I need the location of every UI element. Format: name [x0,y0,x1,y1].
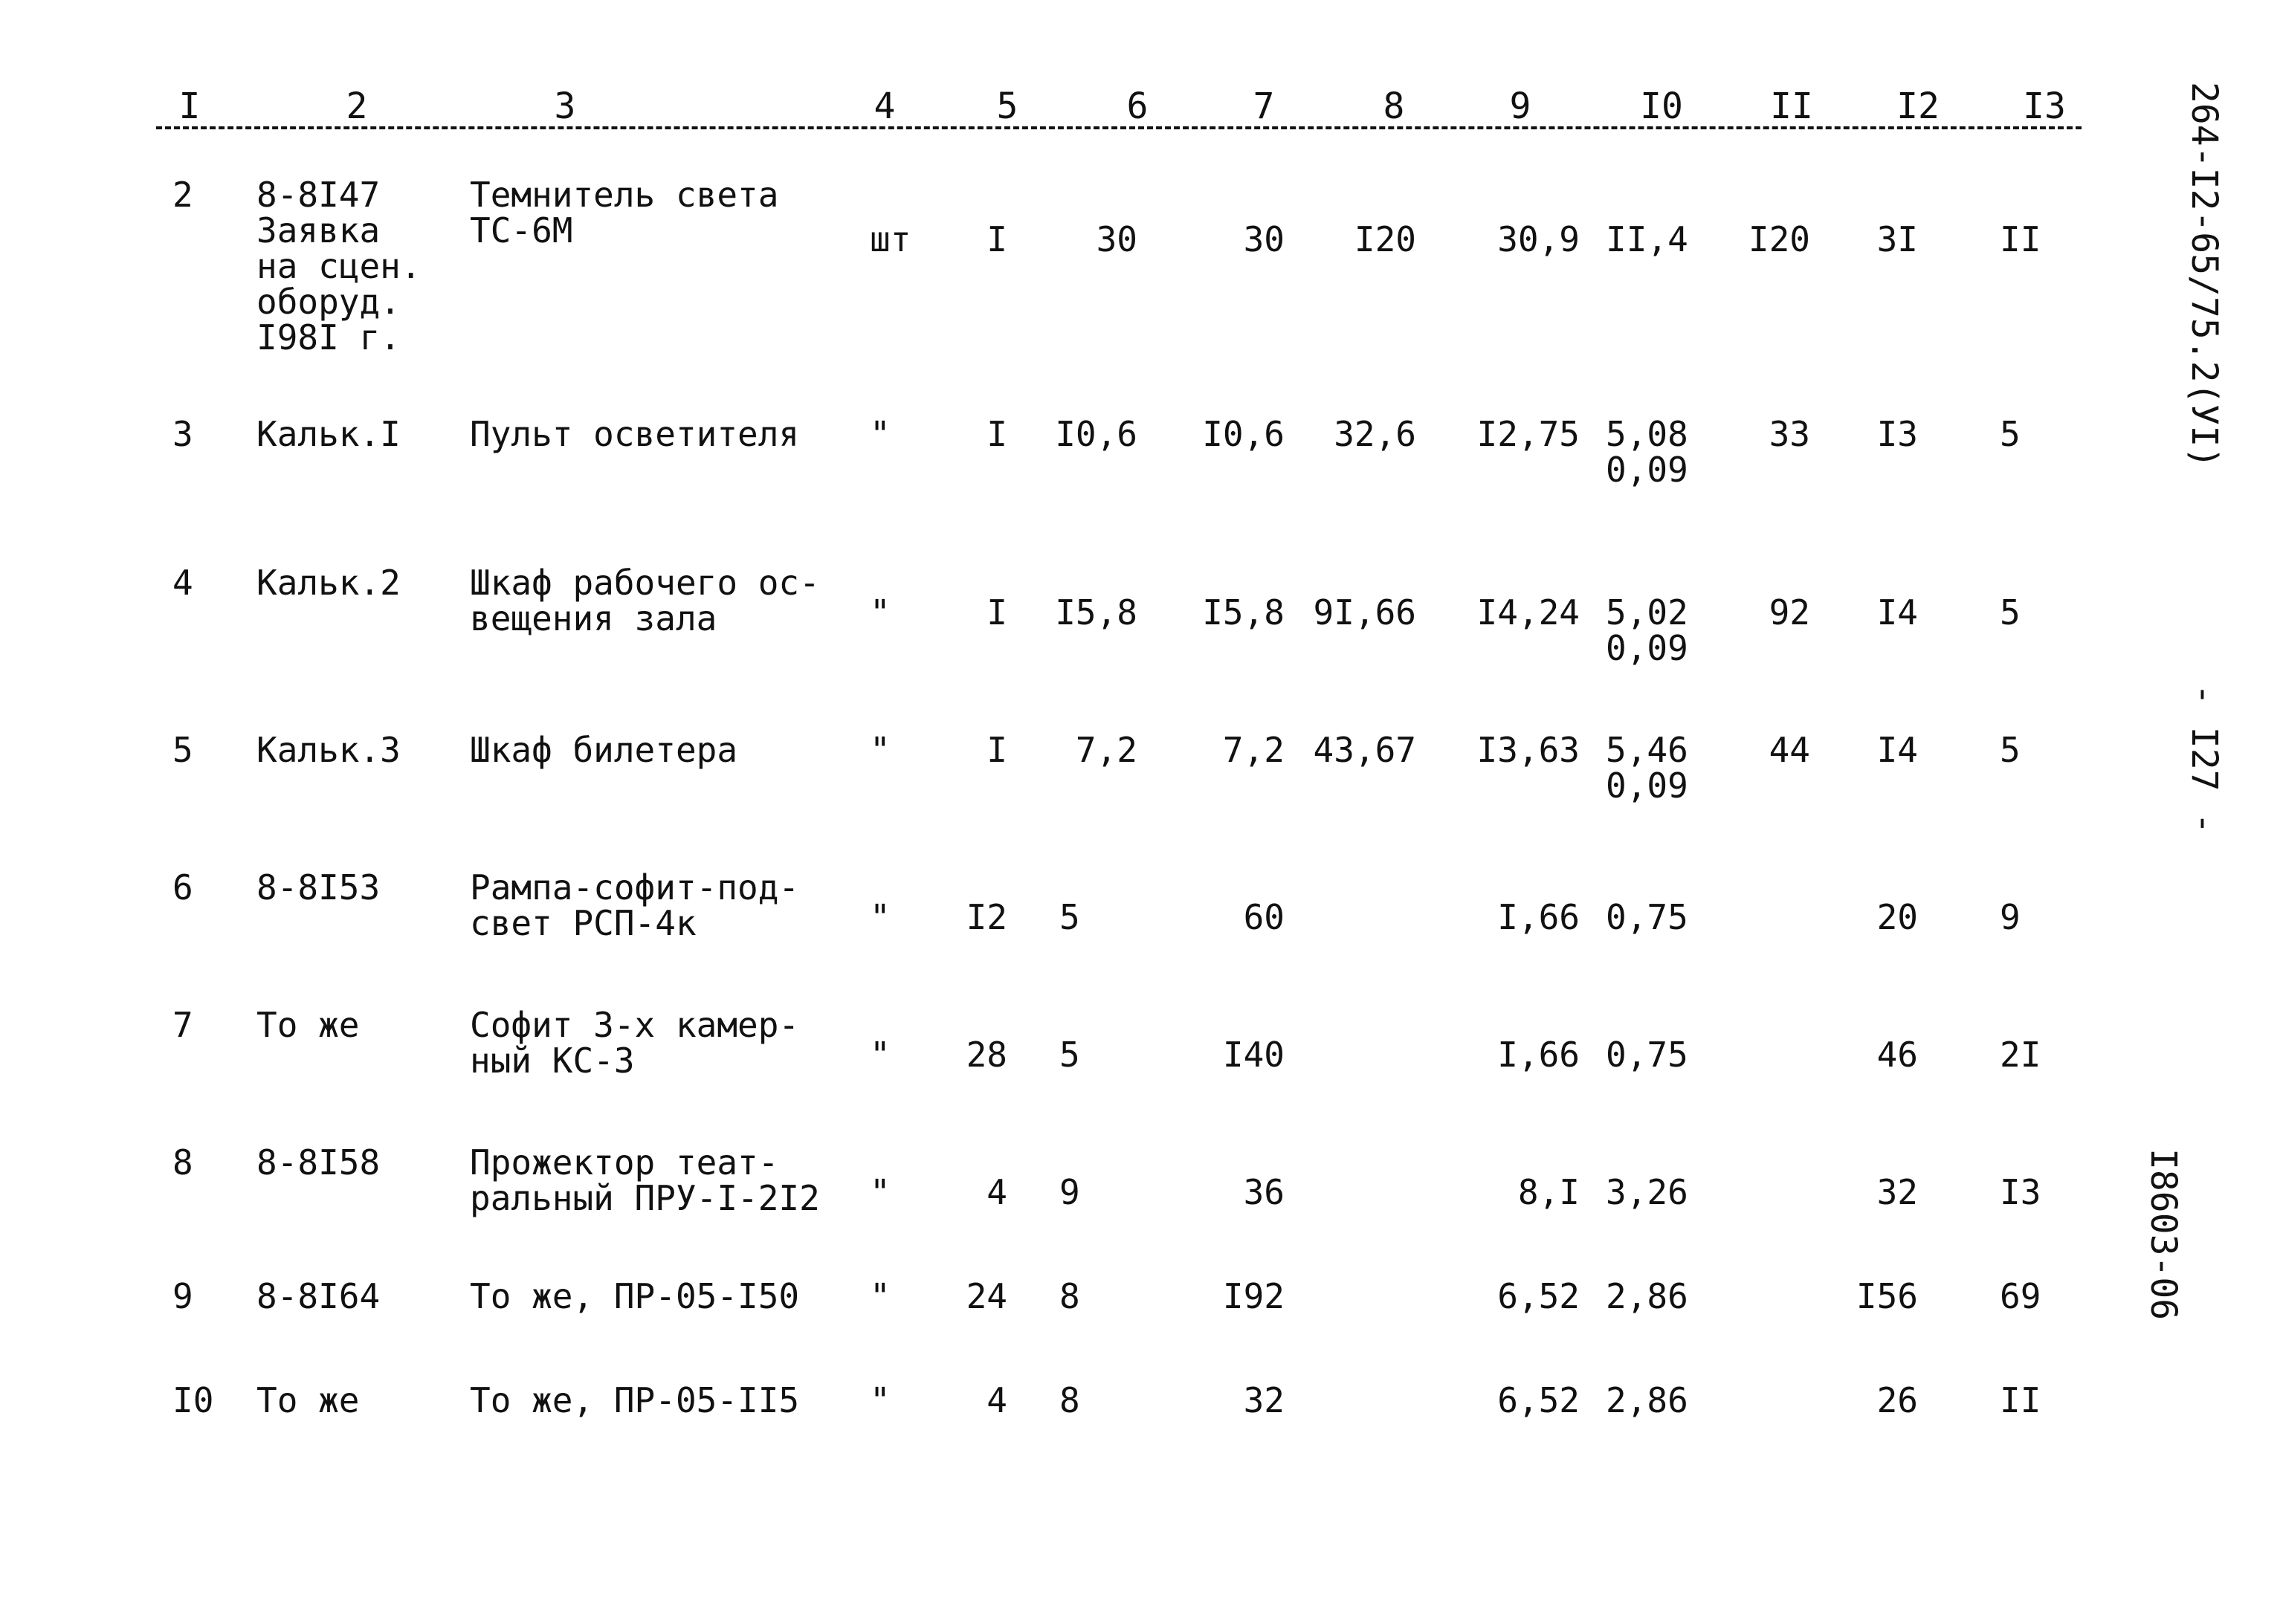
cell-c13: 69 [2000,1276,2041,1316]
column-header-7: 7 [1253,85,1275,127]
cell-c10: 0,09 [1606,450,1688,490]
source-reference: 8-8I53 [256,867,381,908]
cell-c13: 5 [2000,414,2021,454]
cell-c11: I20 [1748,219,1810,259]
cell-c9: 6,52 [1497,1276,1580,1316]
cell-c8: 43,67 [1313,730,1416,770]
row-number: 7 [172,1005,193,1045]
cell-c9: I,66 [1497,1035,1580,1075]
cell-c13: 2I [2000,1035,2041,1075]
source-reference: 8-8I47 [256,175,381,215]
cell-c9: I,66 [1497,897,1580,937]
item-name: ТС-6М [470,210,573,250]
cell-c5: I [986,219,1007,259]
cell-c7: 30 [1243,219,1285,259]
row-number: 4 [172,563,193,603]
column-header-6: 6 [1126,85,1149,127]
cell-c5: 28 [966,1035,1007,1075]
cell-c6: I0,6 [1055,414,1137,454]
unit: " [870,414,891,454]
cell-c11: 44 [1769,730,1810,770]
item-name: Софит 3-х камер- [470,1005,800,1045]
cell-c12: I4 [1876,592,1918,633]
item-name: ральный ПРУ-I-2I2 [470,1178,820,1218]
cell-c11: 33 [1769,414,1810,454]
cell-c10: 5,02 [1606,592,1688,633]
item-name: ный КС-3 [470,1041,635,1081]
cell-c12: 46 [1876,1035,1918,1075]
cell-c5: 4 [986,1380,1007,1420]
cell-c13: I3 [2000,1172,2041,1212]
cell-c13: II [2000,219,2041,259]
cell-c7: I40 [1222,1035,1285,1075]
header-divider [156,126,2082,129]
cell-c10: II,4 [1606,219,1688,259]
cell-c7: 60 [1243,897,1285,937]
row-number: 8 [172,1142,193,1183]
cell-c9: 30,9 [1497,219,1580,259]
cell-c13: 5 [2000,730,2021,770]
item-name: Рампа-софит-под- [470,867,800,908]
source-reference: на сцен. [256,246,422,286]
column-header-13: I3 [2023,85,2066,127]
row-number: 6 [172,867,193,908]
cell-c10: 3,26 [1606,1172,1688,1212]
column-header-3: 3 [554,85,576,127]
cell-c10: 0,75 [1606,897,1688,937]
item-name: свет РСП-4к [470,903,697,943]
cell-c6: I5,8 [1055,592,1137,633]
cell-c5: 24 [966,1276,1007,1316]
unit: шт [870,219,911,259]
cell-c6: 30 [1096,219,1137,259]
cell-c7: I92 [1222,1276,1285,1316]
cell-c6: 8 [1059,1276,1080,1316]
unit: " [870,730,891,770]
cell-c7: I0,6 [1202,414,1285,454]
unit: " [870,1380,891,1420]
row-number: 9 [172,1276,193,1316]
cell-c12: 3I [1876,219,1918,259]
item-name: вещения зала [470,598,717,638]
item-name: Шкаф рабочего ос- [470,563,820,603]
cell-c9: I4,24 [1476,592,1580,633]
row-number: 3 [172,414,193,454]
cell-c5: I [986,592,1007,633]
cell-c7: 36 [1243,1172,1285,1212]
unit: " [870,1276,891,1316]
column-header-12: I2 [1896,85,1940,127]
cell-c10: 5,08 [1606,414,1688,454]
cell-c13: 5 [2000,592,2021,633]
row-number: 5 [172,730,193,770]
cell-c12: I56 [1856,1276,1918,1316]
cell-c9: 6,52 [1497,1380,1580,1420]
column-header-10: I0 [1640,85,1683,127]
cell-c10: 0,75 [1606,1035,1688,1075]
cell-c12: I4 [1876,730,1918,770]
cell-c13: II [2000,1380,2041,1420]
column-header-11: II [1770,85,1813,127]
cell-c6: 5 [1059,1035,1080,1075]
cell-c8: I20 [1354,219,1416,259]
unit: " [870,592,891,633]
row-number: I0 [172,1380,214,1420]
archive-number: I8603-06 [2142,1148,2184,1321]
page-number: - I27 - [2183,684,2225,835]
source-reference: 8-8I64 [256,1276,381,1316]
cell-c7: 32 [1243,1380,1285,1420]
cell-c7: I5,8 [1202,592,1285,633]
item-name: Темнитель света [470,175,779,215]
row-number: 2 [172,175,193,215]
cell-c6: 5 [1059,897,1080,937]
cell-c10: 2,86 [1606,1380,1688,1420]
cell-c6: 8 [1059,1380,1080,1420]
source-reference: I98I г. [256,317,401,358]
cell-c9: I2,75 [1476,414,1580,454]
unit: " [870,1172,891,1212]
item-name: То же, ПР-05-II5 [470,1380,800,1420]
column-header-4: 4 [874,85,896,127]
cell-c9: 8,I [1517,1172,1580,1212]
source-reference: То же [256,1380,360,1420]
cell-c5: I [986,730,1007,770]
cell-c6: 9 [1059,1172,1080,1212]
cell-c13: 9 [2000,897,2021,937]
column-header-9: 9 [1509,85,1531,127]
column-header-2: 2 [346,85,368,127]
cell-c11: 92 [1769,592,1810,633]
source-reference: То же [256,1005,360,1045]
document-code: 264-I2-65/75.2(УI) [2183,82,2225,469]
cell-c12: 32 [1876,1172,1918,1212]
cell-c5: I [986,414,1007,454]
source-reference: Кальк.2 [256,563,401,603]
source-reference: Заявка [256,210,381,250]
cell-c10: 5,46 [1606,730,1688,770]
item-name: То же, ПР-05-I50 [470,1276,800,1316]
source-reference: оборуд. [256,282,401,322]
cell-c8: 32,6 [1334,414,1416,454]
column-header-5: 5 [996,85,1018,127]
cell-c12: I3 [1876,414,1918,454]
cell-c5: I2 [966,897,1007,937]
cell-c5: 4 [986,1172,1007,1212]
cell-c12: 26 [1876,1380,1918,1420]
unit: " [870,1035,891,1075]
column-header-8: 8 [1383,85,1405,127]
item-name: Шкаф билетера [470,730,738,770]
source-reference: 8-8I58 [256,1142,381,1183]
cell-c6: 7,2 [1075,730,1137,770]
cell-c12: 20 [1876,897,1918,937]
cell-c10: 0,09 [1606,766,1688,806]
source-reference: Кальк.I [256,414,401,454]
column-header-1: I [178,85,201,127]
source-reference: Кальк.3 [256,730,401,770]
item-name: Пульт осветителя [470,414,800,454]
unit: " [870,897,891,937]
cell-c10: 0,09 [1606,628,1688,668]
cell-c10: 2,86 [1606,1276,1688,1316]
item-name: Прожектор теат- [470,1142,779,1183]
cell-c7: 7,2 [1222,730,1285,770]
cell-c8: 9I,66 [1313,592,1416,633]
cell-c9: I3,63 [1476,730,1580,770]
